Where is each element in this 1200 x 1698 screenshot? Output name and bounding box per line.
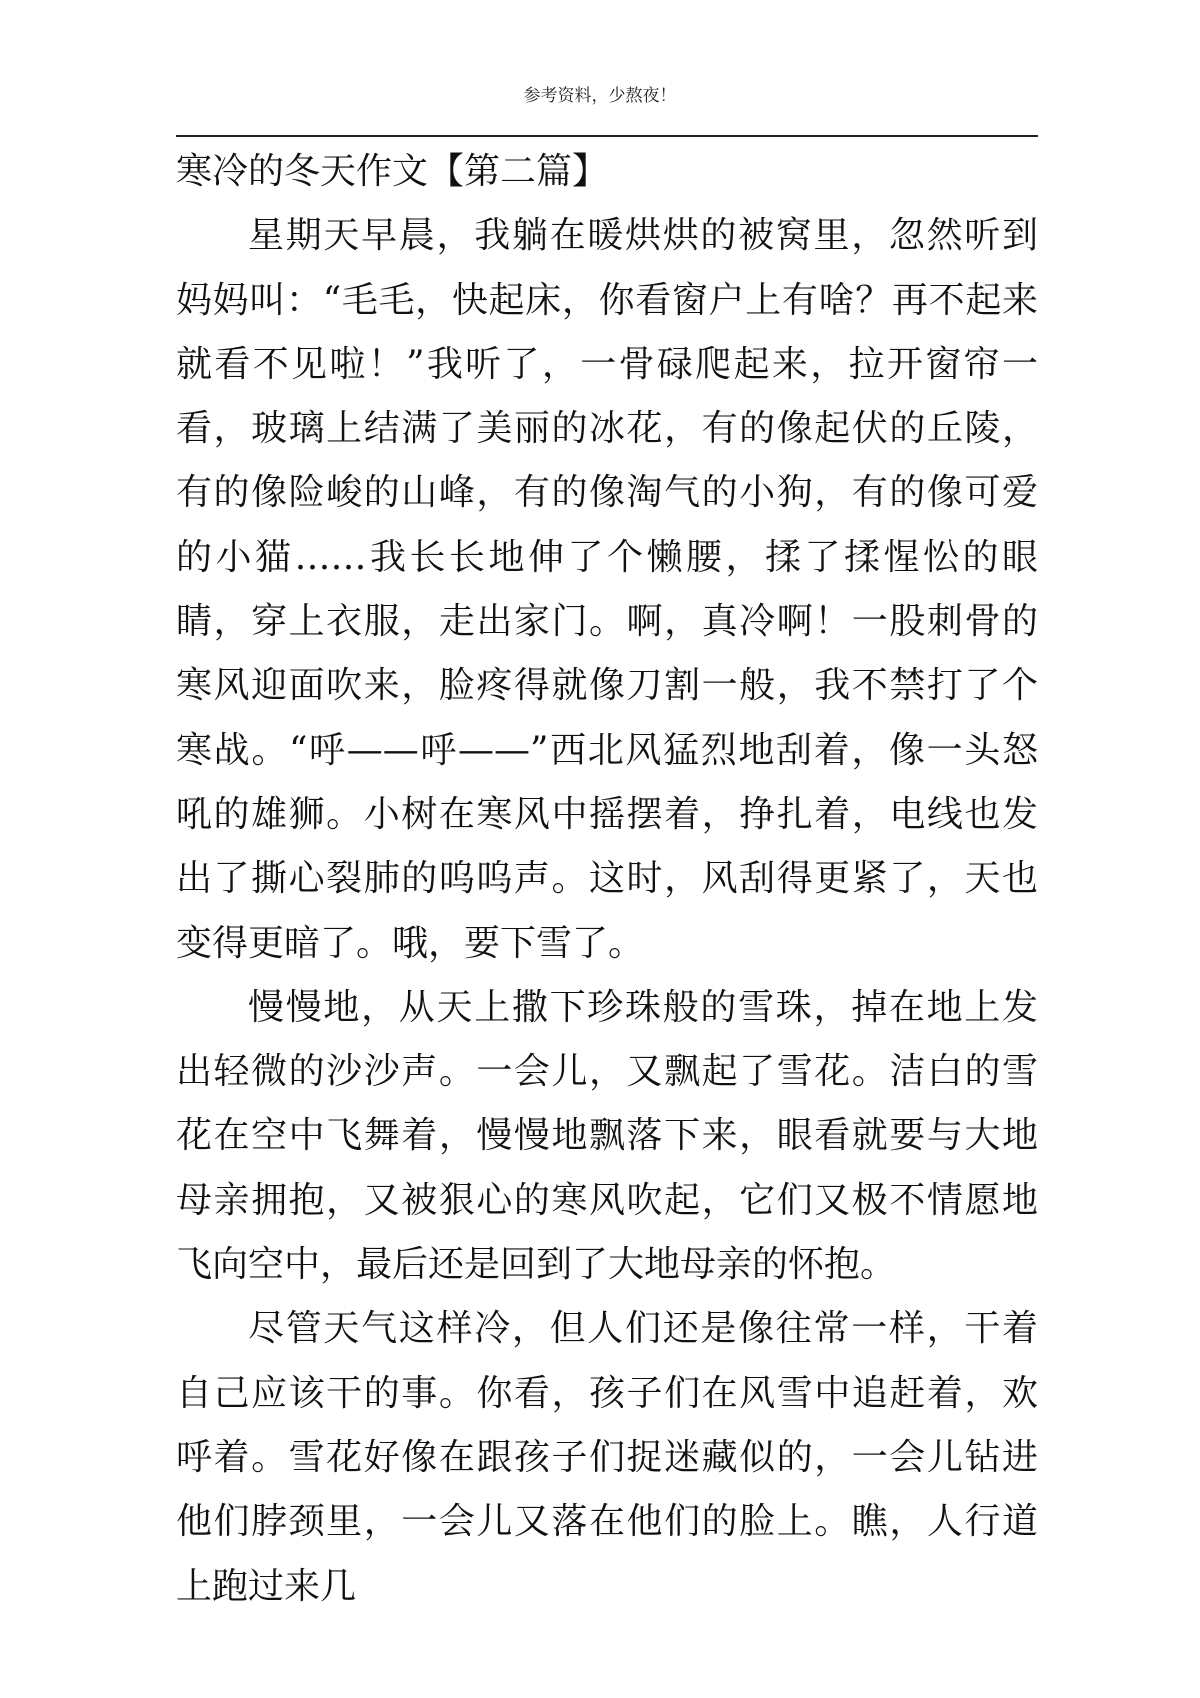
header-divider [176, 135, 1038, 137]
article-paragraph-3: 尽管天气这样冷，但人们还是像往常一样，干着自己应该干的事。你看，孩子们在风雪中追赶着，欢呼着。雪花好像在跟孩子们捉迷藏似的，一会儿钻进他们脖颈里，一会儿又落在他们的脸上。瞧，人行道上跑过来几 [176, 1308, 1038, 1607]
article-title: 寒冷的冬天作文【第二篇】 [176, 151, 609, 192]
page-header: 参考资料，少熬夜！ [523, 86, 677, 106]
article-body [176, 140, 1038, 1619]
article-paragraph-1: 星期天早晨，我躺在暖烘烘的被窝里，忽然听到妈妈叫：“毛毛，快起床，你看窗户上有啥？再不起来就看不见啦！”我听了，一骨碌爬起来，拉开窗帘一看，玻璃上结满了美丽的冰花，有的像起伏的丘陵，有的像险峻的山峰，有的像淘气的小狗，有的像可爱的小猫……我长长地伸了个懒腰，揉了揉惺忪的眼睛，穿上衣服，走出家门。啊，真冷啊！一股刺骨的寒风迎面吹来，脸疼得就像刀割一般，我不禁打了个寒战。“呼——呼——”西北风猛烈地刮着，像一头怒吼的雄狮。小树在寒风中摇摆着，挣扎着，电线也发出了撕心裂肺的呜呜声。这时，风刮得更紧了，天也变得更暗了。哦，要下雪了。 [176, 215, 1038, 964]
article-paragraph-2: 慢慢地，从天上撒下珍珠般的雪珠，掉在地上发出轻微的沙沙声。一会儿，又飘起了雪花。洁白的雪花在空中飞舞着，慢慢地飘落下来，眼看就要与大地母亲拥抱，又被狠心的寒风吹起，它们又极不情愿地飞向空中，最后还是回到了大地母亲的怀抱。 [176, 986, 1038, 1286]
